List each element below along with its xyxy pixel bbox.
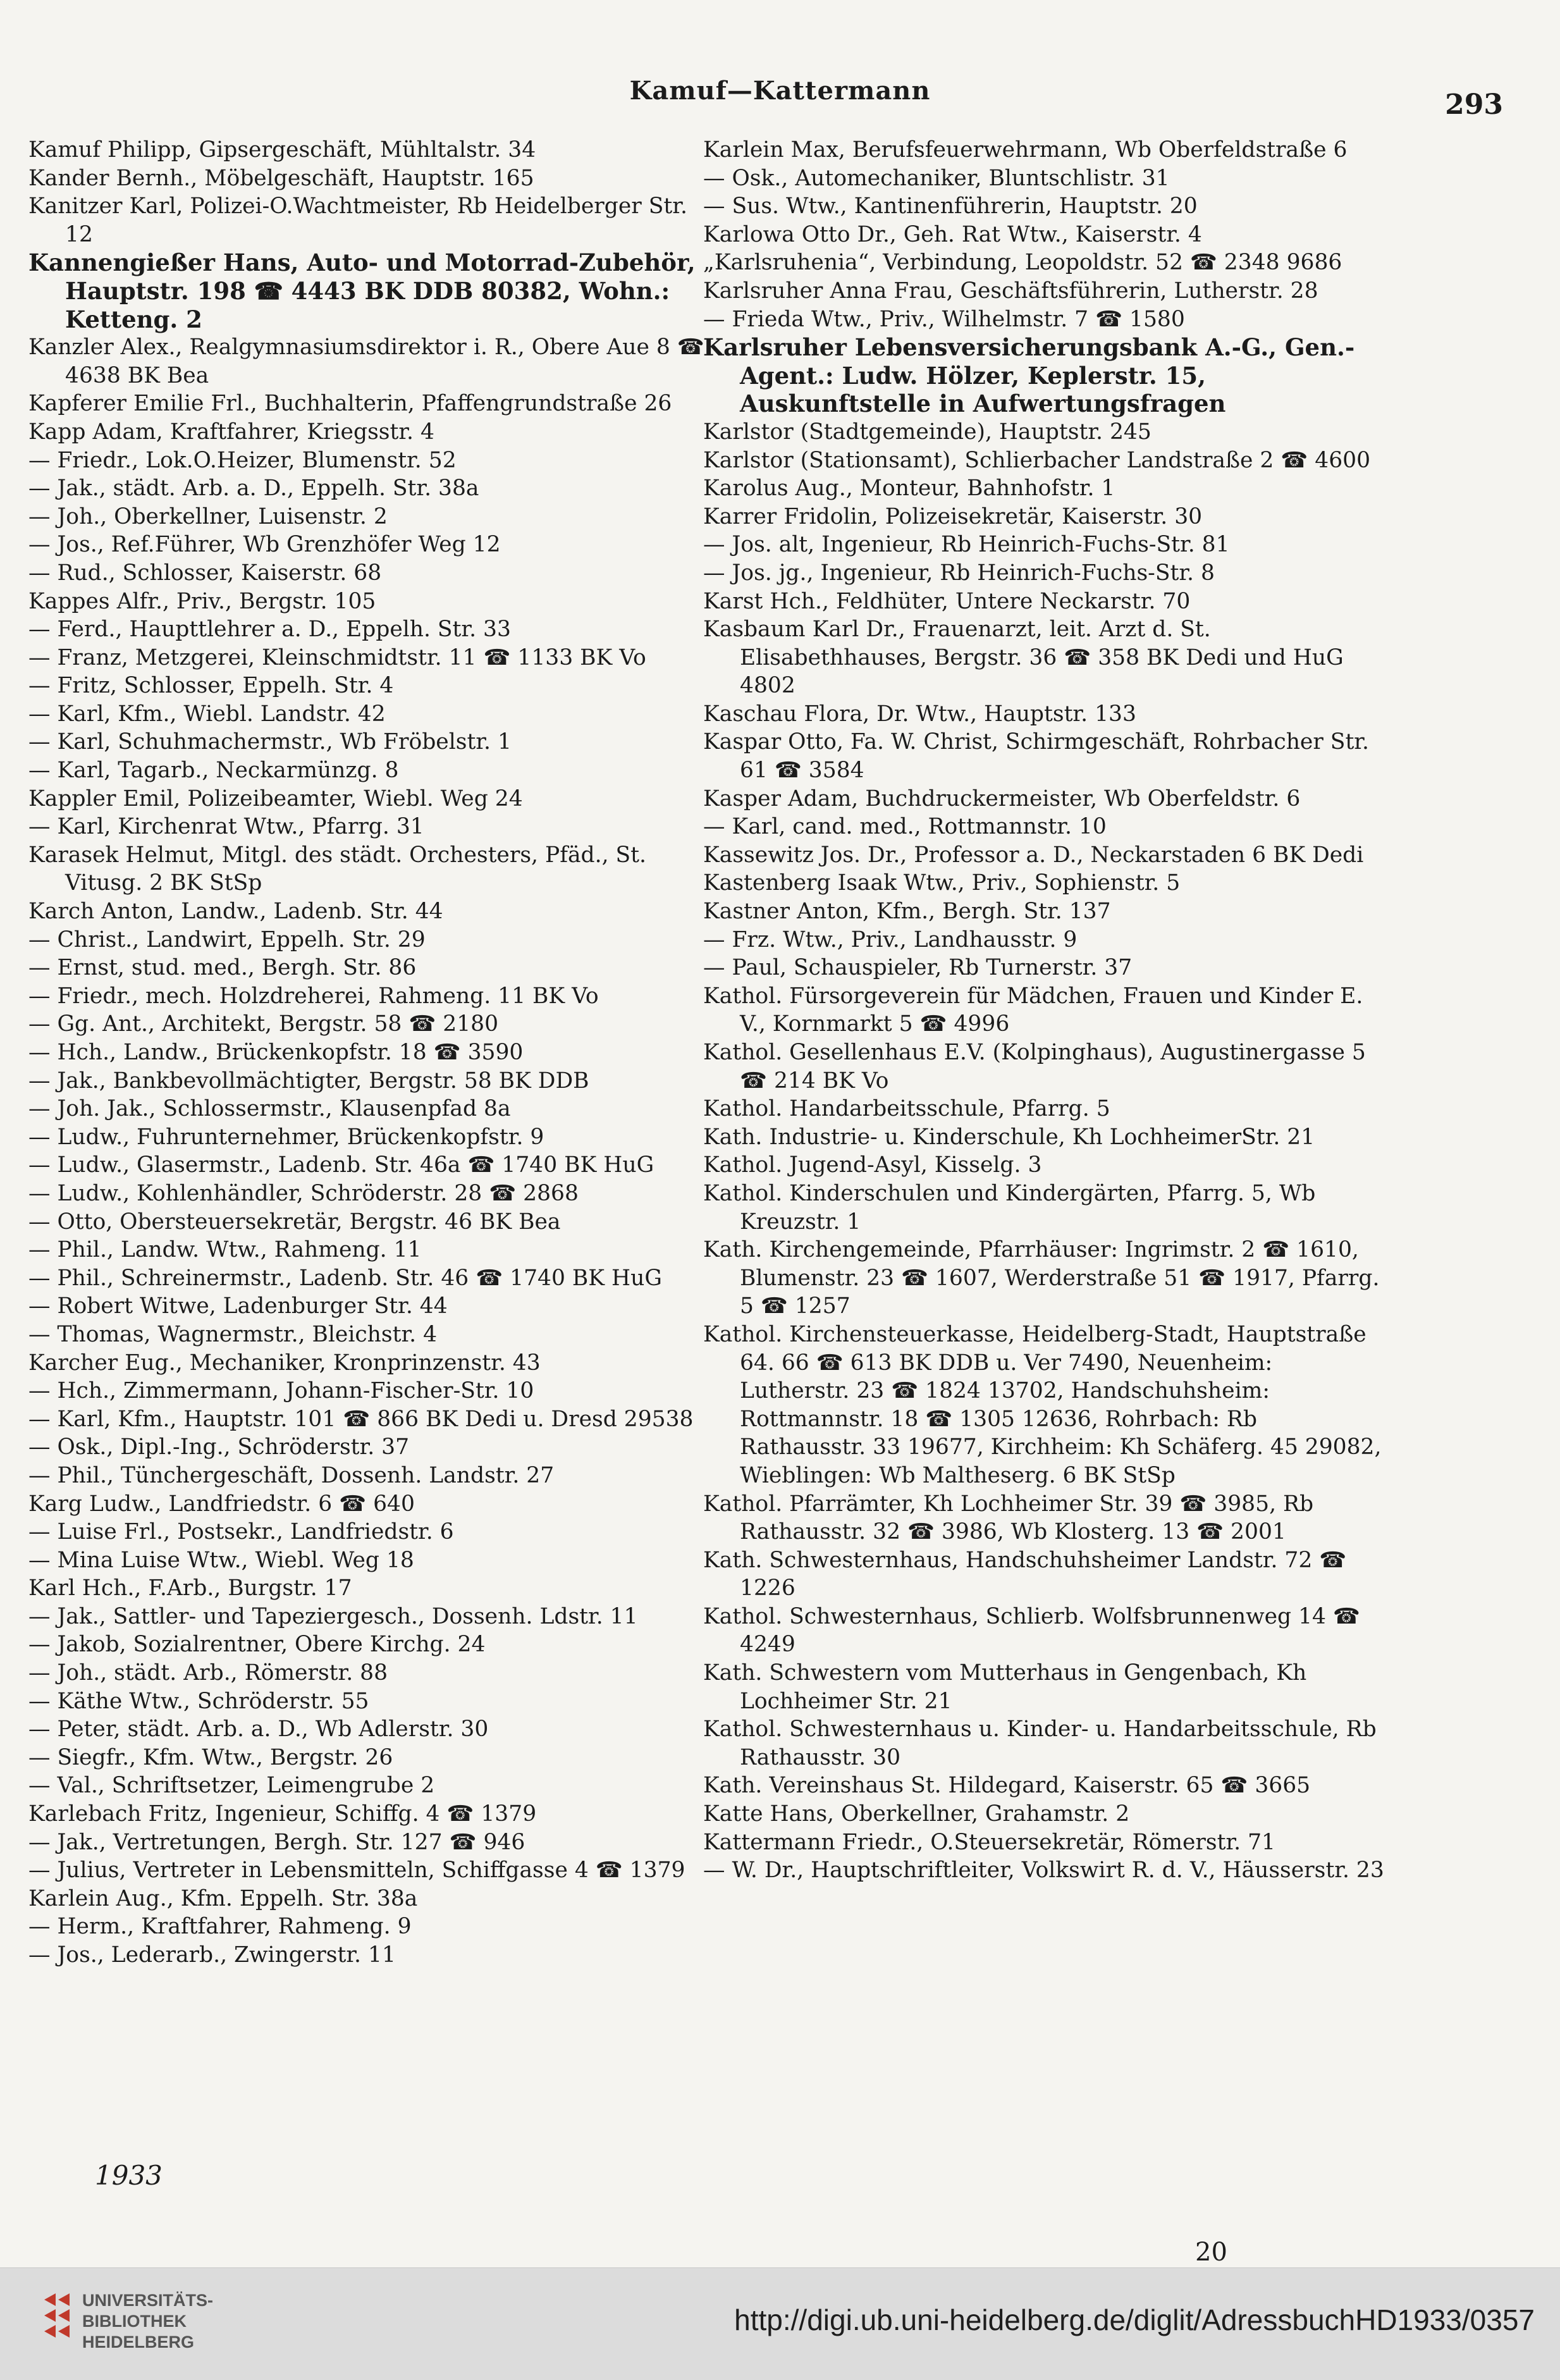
directory-entry: Kastenberg Isaak Wtw., Priv., Sophienstr. 5 <box>703 870 1181 896</box>
directory-entry: Kastner Anton, Kfm., Bergh. Str. 137 <box>703 899 1111 925</box>
directory-entry: — Ludw., Kohlenhändler, Schröderstr. 28 ☎ 2868 <box>28 1180 579 1206</box>
signature-mark: 20 <box>1195 2238 1227 2267</box>
directory-entry: — Ludw., Glasermstr., Ladenb. Str. 46a ☎ 1740 BK HuG <box>28 1152 654 1178</box>
directory-entry: — Mina Luise Wtw., Wiebl. Weg 18 <box>28 1547 414 1573</box>
directory-entry: Karg Ludw., Landfriedstr. 6 ☎ 640 <box>28 1491 415 1517</box>
directory-entry: — Osk., Automechaniker, Bluntschlistr. 31 <box>703 165 1170 191</box>
directory-entry: — Sus. Wtw., Kantinenführerin, Hauptstr. 20 <box>703 194 1198 219</box>
running-head: Kamuf—Kattermann <box>629 76 931 106</box>
directory-entry: — Karl, cand. med., Rottmannstr. 10 <box>703 814 1107 840</box>
directory-entry: Kasper Adam, Buchdruckermeister, Wb Oberfeldstr. 6 <box>703 786 1301 811</box>
directory-entry: Karlein Aug., Kfm. Eppelh. Str. 38a <box>28 1885 418 1911</box>
directory-entry: — Robert Witwe, Ladenburger Str. 44 <box>28 1293 448 1319</box>
directory-entry: — Joh., städt. Arb., Römerstr. 88 <box>28 1660 388 1686</box>
directory-entry: — Frz. Wtw., Priv., Landhausstr. 9 <box>703 927 1078 953</box>
directory-entry: — Karl, Kfm., Hauptstr. 101 ☎ 866 BK Dedi u. Dresd 29538 <box>28 1406 694 1432</box>
directory-entry: — Julius, Vertreter in Lebensmitteln, Schiffgasse 4 ☎ 1379 <box>28 1858 685 1884</box>
permalink-url[interactable]: http://digi.ub.uni-heidelberg.de/diglit/AdressbuchHD1933/0357 <box>734 2303 1535 2336</box>
directory-entry: — Phil., Schreinermstr., Ladenb. Str. 46 ☎ 1740 BK HuG <box>28 1265 662 1291</box>
directory-entry: — Peter, städt. Arb. a. D., Wb Adlerstr. 30 <box>28 1717 489 1742</box>
directory-entry: — Paul, Schauspieler, Rb Turnerstr. 37 <box>703 955 1133 981</box>
directory-entry: — Frieda Wtw., Priv., Wilhelmstr. 7 ☎ 1580 <box>703 306 1185 332</box>
directory-entry: Kappes Alfr., Priv., Bergstr. 105 <box>28 588 376 614</box>
directory-entry: — Hch., Landw., Brückenkopfstr. 18 ☎ 3590 <box>28 1040 524 1065</box>
directory-entry: — Gg. Ant., Architekt, Bergstr. 58 ☎ 2180 <box>28 1011 499 1037</box>
directory-entry: Kathol. Gesellenhaus E.V. (Kolpinghaus), Augustinergasse 5 ☎ 214 BK Vo <box>703 1040 1366 1094</box>
directory-entry: Kathol. Schwesternhaus u. Kinder- u. Handarbeitsschule, Rb Rathausstr. 30 <box>703 1717 1377 1770</box>
directory-entry: — Otto, Obersteuersekretär, Bergstr. 46 BK Bea <box>28 1209 561 1235</box>
directory-entry: Kathol. Jugend-Asyl, Kisselg. 3 <box>703 1152 1042 1178</box>
directory-entry: Kathol. Handarbeitsschule, Pfarrg. 5 <box>703 1096 1110 1122</box>
library-name <box>82 2290 213 2353</box>
directory-entry: — Christ., Landwirt, Eppelh. Str. 29 <box>28 927 426 953</box>
directory-entry: Katte Hans, Oberkellner, Grahamstr. 2 <box>703 1801 1130 1827</box>
viewer-footer <box>0 2267 1560 2380</box>
directory-entry: Kassewitz Jos. Dr., Professor a. D., Neckarstaden 6 BK Dedi <box>703 842 1364 868</box>
year-footnote: 1933 <box>95 2160 163 2191</box>
library-name-line: BIBLIOTHEK <box>82 2312 187 2331</box>
directory-entry: Kathol. Pfarrämter, Kh Lochheimer Str. 39 ☎ 3985, Rb Rathausstr. 32 ☎ 3986, Wb Klosterg. 13 ☎ 2001 <box>703 1491 1314 1545</box>
directory-entry: Kath. Industrie- u. Kinderschule, Kh LochheimerStr. 21 <box>703 1124 1315 1150</box>
directory-entry: — Thomas, Wagnermstr., Bleichstr. 4 <box>28 1321 438 1347</box>
directory-entry: Karlsruher Anna Frau, Geschäftsführerin, Lutherstr. 28 <box>703 278 1318 304</box>
directory-entry: — Jos. alt, Ingenieur, Rb Heinrich-Fuchs-Str. 81 <box>703 532 1230 558</box>
directory-entry: Kathol. Kirchensteuerkasse, Heidelberg-Stadt, Hauptstraße 64. 66 ☎ 613 BK DDB u. Ver 7490, Neuenheim: Lutherstr. 23 ☎ 1824 13702, Handschuhsheim: Rottmannstr. 18 ☎ 1305 12636, Rohrbach: Rb Rathausstr. 33 19677, Kirchheim: Kh Schäferg. 45 29082, Wieblingen: Wb Maltheserg. 6 BK StSp <box>703 1321 1382 1488</box>
directory-entry: — Rud., Schlosser, Kaiserstr. 68 <box>28 560 382 586</box>
left-column <box>28 136 715 2223</box>
directory-entry: Kappler Emil, Polizeibeamter, Wiebl. Weg 24 <box>28 786 523 811</box>
directory-entry: — Phil., Tünchergeschäft, Dossenh. Landstr. 27 <box>28 1462 555 1488</box>
directory-entry: Karlstor (Stadtgemeinde), Hauptstr. 245 <box>703 419 1152 445</box>
directory-entry: — Käthe Wtw., Schröderstr. 55 <box>28 1688 369 1714</box>
directory-entry: Kath. Schwesternhaus, Handschuhsheimer Landstr. 72 ☎ 1226 <box>703 1547 1347 1601</box>
directory-entry: Karst Hch., Feldhüter, Untere Neckarstr. 70 <box>703 588 1191 614</box>
directory-entry: Kapferer Emilie Frl., Buchhalterin, Pfaffengrundstraße 26 <box>28 391 672 417</box>
directory-entry: — Friedr., mech. Holzdreherei, Rahmeng. 11 BK Vo <box>28 983 599 1009</box>
directory-entry: Karch Anton, Landw., Ladenb. Str. 44 <box>28 899 443 925</box>
directory-entry: — Fritz, Schlosser, Eppelh. Str. 4 <box>28 673 394 699</box>
directory-entry: Karl Hch., F.Arb., Burgstr. 17 <box>28 1575 352 1601</box>
directory-entry: — W. Dr., Hauptschriftleiter, Volkswirt R. d. V., Häusserstr. 23 <box>703 1858 1384 1884</box>
directory-entry: — Jos., Ref.Führer, Wb Grenzhöfer Weg 12 <box>28 532 501 558</box>
library-name-line: HEIDELBERG <box>82 2333 195 2352</box>
directory-entry: Kanzler Alex., Realgymnasiumsdirektor i. R., Obere Aue 8 ☎ 4638 BK Bea <box>28 335 704 388</box>
directory-entry: — Jos. jg., Ingenieur, Rb Heinrich-Fuchs-Str. 8 <box>703 560 1215 586</box>
directory-entry: Karolus Aug., Monteur, Bahnhofstr. 1 <box>703 476 1115 502</box>
directory-entry: Kathol. Fürsorgeverein für Mädchen, Frauen und Kinder E. V., Kornmarkt 5 ☎ 4996 <box>703 983 1363 1037</box>
directory-entry: — Osk., Dipl.-Ing., Schröderstr. 37 <box>28 1434 410 1460</box>
directory-entry: Kamuf Philipp, Gipsergeschäft, Mühltalstr. 34 <box>28 137 536 163</box>
directory-entry: — Joh. Jak., Schlossermstr., Klausenpfad 8a <box>28 1096 511 1122</box>
directory-entry: — Jak., städt. Arb. a. D., Eppelh. Str. 38a <box>28 476 479 502</box>
directory-entry: Kasbaum Karl Dr., Frauenarzt, leit. Arzt d. St. Elisabethhauses, Bergstr. 36 ☎ 358 BK Dedi und HuG 4802 <box>703 617 1344 699</box>
directory-entry: — Joh., Oberkellner, Luisenstr. 2 <box>28 503 388 529</box>
directory-entry: — Hch., Zimmermann, Johann-Fischer-Str. 10 <box>28 1378 534 1404</box>
directory-entry: — Jakob, Sozialrentner, Obere Kirchg. 24 <box>28 1632 486 1658</box>
directory-entry: — Ludw., Fuhrunternehmer, Brückenkopfstr. 9 <box>28 1124 544 1150</box>
directory-entry: — Karl, Kfm., Wiebl. Landstr. 42 <box>28 701 386 727</box>
directory-entry: Kander Bernh., Möbelgeschäft, Hauptstr. 165 <box>28 165 534 191</box>
library-name-line: UNIVERSITÄTS- <box>82 2291 214 2310</box>
directory-entry: — Ernst, stud. med., Bergh. Str. 86 <box>28 955 417 981</box>
directory-entry: Karlstor (Stationsamt), Schlierbacher Landstraße 2 ☎ 4600 <box>703 447 1371 473</box>
directory-entry: „Karlsruhenia“, Verbindung, Leopoldstr. 52 ☎ 2348 9686 <box>703 250 1342 276</box>
directory-entry: — Franz, Metzgerei, Kleinschmidtstr. 11 ☎ 1133 BK Vo <box>28 644 646 670</box>
directory-entry: Karrer Fridolin, Polizeisekretär, Kaiserstr. 30 <box>703 503 1203 529</box>
directory-entry: — Jak., Vertretungen, Bergh. Str. 127 ☎ 946 <box>28 1829 525 1855</box>
directory-entry: — Ferd., Haupttlehrer a. D., Eppelh. Str. 33 <box>28 617 511 643</box>
directory-entry: Karcher Eug., Mechaniker, Kronprinzenstr. 43 <box>28 1350 541 1376</box>
directory-entry: Kath. Vereinshaus St. Hildegard, Kaiserstr. 65 ☎ 3665 <box>703 1773 1311 1799</box>
directory-entry: Karlebach Fritz, Ingenieur, Schiffg. 4 ☎ 1379 <box>28 1801 537 1827</box>
directory-entry: Kannengießer Hans, Auto- und Motorrad-Zubehör, Hauptstr. 198 ☎ 4443 BK DDB 80382, Wohn.: Ketteng. 2 <box>28 249 696 333</box>
directory-entry: Kattermann Friedr., O.Steuersekretär, Römerstr. 71 <box>703 1829 1275 1855</box>
directory-entry: Kapp Adam, Kraftfahrer, Kriegsstr. 4 <box>28 419 434 445</box>
directory-entry: Karlsruher Lebensversicherungsbank A.-G., Gen.-Agent.: Ludw. Hölzer, Keplerstr. 15, Auskunftstelle in Aufwertungsfragen <box>703 333 1355 418</box>
page-number: 293 <box>1445 89 1503 121</box>
directory-entry: — Karl, Tagarb., Neckarmünzg. 8 <box>28 758 399 784</box>
directory-entry: — Jak., Sattler- und Tapeziergesch., Dossenh. Ldstr. 11 <box>28 1603 638 1629</box>
directory-entry: — Karl, Schuhmachermstr., Wb Fröbelstr. 1 <box>28 729 512 755</box>
directory-entry: Kanitzer Karl, Polizei-O.Wachtmeister, Rb Heidelberger Str. 12 <box>28 194 687 247</box>
directory-entry: — Friedr., Lok.O.Heizer, Blumenstr. 52 <box>28 447 457 473</box>
directory-entry: Kathol. Kinderschulen und Kindergärten, Pfarrg. 5, Wb Kreuzstr. 1 <box>703 1180 1316 1235</box>
directory-entry: — Herm., Kraftfahrer, Rahmeng. 9 <box>28 1914 412 1940</box>
directory-entry: — Karl, Kirchenrat Wtw., Pfarrg. 31 <box>28 814 424 840</box>
directory-entry: Kath. Kirchengemeinde, Pfarrhäuser: Ingrimstr. 2 ☎ 1610, Blumenstr. 23 ☎ 1607, Werderstraße 51 ☎ 1917, Pfarrg. 5 ☎ 1257 <box>703 1237 1380 1319</box>
directory-entry: Kaschau Flora, Dr. Wtw., Hauptstr. 133 <box>703 701 1136 727</box>
directory-entry: — Val., Schriftsetzer, Leimengrube 2 <box>28 1773 435 1799</box>
directory-entry: — Phil., Landw. Wtw., Rahmeng. 11 <box>28 1237 422 1263</box>
directory-entry: Karlein Max, Berufsfeuerwehrmann, Wb Oberfeldstraße 6 <box>703 137 1348 163</box>
directory-entry: — Luise Frl., Postsekr., Landfriedstr. 6 <box>28 1519 454 1545</box>
directory-entry: Kathol. Schwesternhaus, Schlierb. Wolfsbrunnenweg 14 ☎ 4249 <box>703 1603 1360 1658</box>
directory-entry: — Siegfr., Kfm. Wtw., Bergstr. 26 <box>28 1744 393 1770</box>
directory-entry: — Jos., Lederarb., Zwingerstr. 11 <box>28 1942 396 1968</box>
directory-entry: Karasek Helmut, Mitgl. des städt. Orchesters, Pfäd., St. Vitusg. 2 BK StSp <box>28 842 646 896</box>
right-column <box>703 136 1386 2223</box>
directory-entry: — Jak., Bankbevollmächtigter, Bergstr. 58 BK DDB <box>28 1068 589 1094</box>
directory-entry: Karlowa Otto Dr., Geh. Rat Wtw., Kaiserstr. 4 <box>703 221 1202 247</box>
directory-entry: Kaspar Otto, Fa. W. Christ, Schirmgeschäft, Rohrbacher Str. 61 ☎ 3584 <box>703 729 1369 784</box>
directory-entry: Kath. Schwestern vom Mutterhaus in Gengenbach, Kh Lochheimer Str. 21 <box>703 1660 1307 1714</box>
